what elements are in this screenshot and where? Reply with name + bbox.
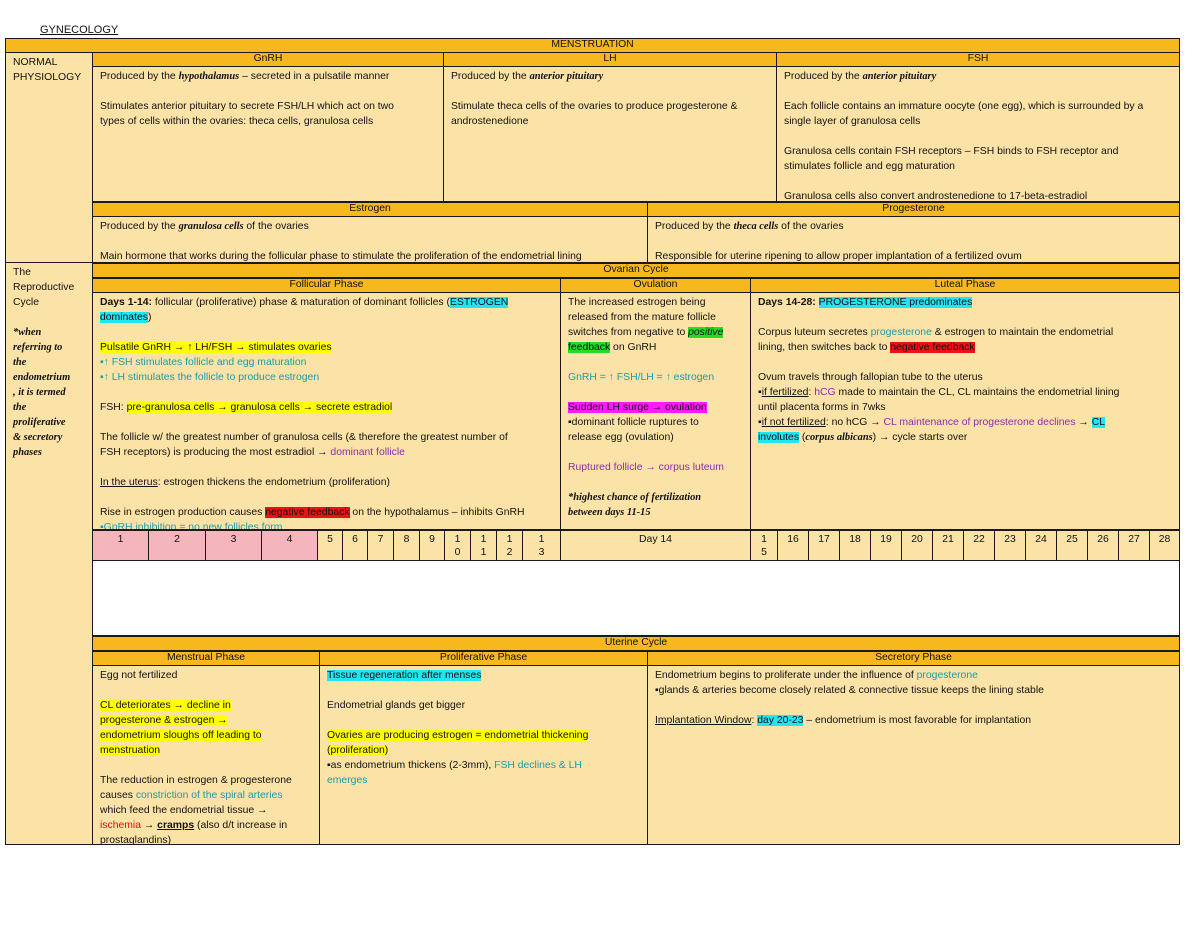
ovulation-line: feedback on GnRH [568,342,657,353]
day-cell: 19 [870,530,902,561]
follicular-line: In the uterus: estrogen thickens the endometrium (proliferation) [100,477,390,488]
gnrh-cell [92,66,444,202]
luteal-line: Ovum travels through fallopian tube to the uterus [758,372,983,383]
cycle-note-line: referring to [13,342,63,353]
reproductive-cycle-cell [5,262,93,845]
day-cell: 9 [419,530,445,561]
normal-physiology-cell [5,52,93,263]
day-cell: 5 [317,530,343,561]
progesterone-line: Responsible for uterine ripening to allow proper implantation of a fertilized ovum [655,251,1022,262]
follicular-line: Rise in estrogen production causes negative feedback on the hypothalamus – inhibits GnRH [100,507,525,518]
secretory-phase-cell [647,665,1180,845]
side-label-line: PHYSIOLOGY [13,72,82,83]
follicular-line: Pulsatile GnRH → ↑ LH/FSH → stimulates ovaries [100,342,332,353]
day-cell: 6 [342,530,368,561]
follicular-phase-cell [92,292,561,530]
day-cell: 7 [367,530,394,561]
fsh-header: FSH [776,52,1180,67]
day-cell: 24 [1025,530,1057,561]
day-cell: 27 [1118,530,1150,561]
day-cell: 17 [808,530,840,561]
cycle-note-line: , it is termed [13,387,66,398]
luteal-line: ▪if not fertilized: no hCG → CL maintenance of progesterone declines → CL [758,417,1105,428]
gnrh-line: Produced by the hypothalamus – secreted in a pulsatile manner [100,71,390,82]
lh-line: Stimulate theca cells of the ovaries to produce progesterone & [451,101,738,112]
proliferative-line: ▪as endometrium thickens (2-3mm), FSH declines & LH [327,760,582,771]
cycle-title-line: Reproductive [13,282,75,293]
luteal-line: Corpus luteum secretes progesterone & estrogen to maintain the endometrial [758,327,1114,338]
day-cell: 3 [205,530,262,561]
day-cell: 1 2 [496,530,523,561]
proliferative-line: (proliferation) [327,745,389,756]
cycle-title-line: Cycle [13,297,39,308]
progesterone-line: Produced by the theca cells of the ovaries [655,221,844,232]
proliferative-line: Tissue regeneration after menses [327,670,482,681]
cycle-note-line: proliferative [13,417,66,428]
menstrual-line: CL deteriorates → decline in [100,700,231,711]
cycle-note-line: the [13,402,27,413]
secretory-line: Implantation Window: day 20-23 – endometrium is most favorable for implantation [655,715,1031,726]
menstruation-header: MENSTRUATION [5,38,1180,53]
fsh-line: Granulosa cells contain FSH receptors – FSH binds to FSH receptor and [784,146,1119,157]
follicular-line: Days 1-14: follicular (proliferative) phase & maturation of dominant follicles (ESTROGEN [100,297,509,308]
cycle-note-line: phases [13,447,42,458]
day-cell: 4 [261,530,318,561]
luteal-line: ▪if fertilized: hCG made to maintain the CL, CL maintains the endometrial lining [758,387,1120,398]
proliferative-line: Endometrial glands get bigger [327,700,466,711]
day-cell: 8 [393,530,420,561]
day-cell: 26 [1087,530,1119,561]
follicular-line: FSH receptors) is producing the most estradiol → dominant follicle [100,447,405,458]
luteal-line: Days 14-28: PROGESTERONE predominates [758,297,973,308]
gnrh-line: Stimulates anterior pituitary to secrete FSH/LH which act on two [100,101,394,112]
day-cell: 25 [1056,530,1088,561]
ovarian-cycle-header: Ovarian Cycle [92,263,1180,278]
fsh-line: single layer of granulosa cells [784,116,921,127]
ovulation-line: between days 11-15 [568,507,651,518]
follicular-line: ▪↑ LH stimulates the follicle to produce estrogen [100,372,320,383]
menstrual-line: endometrium sloughs off leading to [100,730,262,741]
menstrual-line: progesterone & estrogen → [100,715,228,726]
follicular-line: dominates) [100,312,152,323]
day-cell: 2 [148,530,206,561]
menstrual-line: Egg not fertilized [100,670,178,681]
estrogen-line: Produced by the granulosa cells of the ovaries [100,221,309,232]
fsh-cell [776,66,1180,202]
ovulation-line: released from the mature follicle [568,312,716,323]
cycle-title-line: The [13,267,31,278]
ovulation-line: switches from negative to positive [568,327,724,338]
day-cell: 22 [963,530,995,561]
fsh-line: Each follicle contains an immature oocyte (one egg), which is surrounded by a [784,101,1144,112]
progesterone-cell [647,216,1180,263]
day-cell: 23 [994,530,1026,561]
menstrual-phase-cell [92,665,320,845]
menstrual-line: The reduction in estrogen & progesterone [100,775,292,786]
progesterone-header: Progesterone [647,202,1180,217]
day-cell: 1 1 [470,530,497,561]
follicular-line: ▪GnRH inhibition = no new follicles form [100,522,283,530]
menstrual-phase-header: Menstrual Phase [92,651,320,666]
ovulation-header: Ovulation [560,278,751,293]
fsh-line: stimulates follicle and egg maturation [784,161,955,172]
follicular-line: The follicle w/ the greatest number of granulosa cells (& therefore the greatest number of [100,432,508,443]
follicular-phase-header: Follicular Phase [92,278,561,293]
ovulation-line: *highest chance of fertilization [568,492,702,503]
estrogen-header: Estrogen [92,202,648,217]
fsh-line: Granulosa cells also convert androstenedione to 17-beta-estradiol [784,191,1088,202]
menstrual-line: ischemia → cramps (also d/t increase in [100,820,288,831]
menstrual-line: prostaglandins) [100,835,172,845]
follicular-line: FSH: pre-granulosa cells → granulosa cells → secrete estradiol [100,402,393,413]
day-cell: 1 3 [522,530,561,561]
luteal-line: until placenta forms in 7wks [758,402,886,413]
fsh-line: Produced by the anterior pituitary [784,71,937,82]
secretory-line: ▪glands & arteries become closely related & connective tissue keeps the lining stable [655,685,1044,696]
gnrh-header: GnRH [92,52,444,67]
luteal-line: involutes (corpus albicans) → cycle starts over [758,432,968,443]
lh-line: androstenedione [451,116,529,127]
day-cell: 1 5 [750,530,778,561]
estrogen-line: Main hormone that works during the follicular phase to stimulate the proliferation of the endometrial lining [100,251,582,262]
day-cell: 18 [839,530,871,561]
lh-header: LH [443,52,777,67]
day-cell: 1 [92,530,149,561]
proliferative-line: emerges [327,775,368,786]
luteal-phase-cell [750,292,1180,530]
luteal-line: lining, then switches back to negative feedback [758,342,975,353]
proliferative-phase-cell [319,665,648,845]
ovulation-line: GnRH = ↑ FSH/LH = ↑ estrogen [568,372,715,383]
day-cell-ovulation: Day 14 [560,530,751,561]
ovulation-cell [560,292,751,530]
ovulation-line: release egg (ovulation) [568,432,674,443]
day-cell: 20 [901,530,933,561]
luteal-phase-header: Luteal Phase [750,278,1180,293]
follicular-line: ▪↑ FSH stimulates follicle and egg maturation [100,357,307,368]
menstrual-line: causes constriction of the spiral arteries [100,790,283,801]
cycle-note-line: the [13,357,27,368]
gnrh-line: types of cells within the ovaries: theca cells, granulosa cells [100,116,374,127]
secretory-line: Endometrium begins to proliferate under the influence of progesterone [655,670,978,681]
blank-spacer-row [92,560,1180,636]
proliferative-phase-header: Proliferative Phase [319,651,648,666]
lh-line: Produced by the anterior pituitary [451,71,604,82]
ovulation-line: Ruptured follicle → corpus luteum [568,462,724,473]
day-cell: 28 [1149,530,1180,561]
ovulation-line: ▪dominant follicle ruptures to [568,417,699,428]
lh-cell [443,66,777,202]
proliferative-line: Ovaries are producing estrogen = endometrial thickening [327,730,589,741]
secretory-phase-header: Secretory Phase [647,651,1180,666]
cycle-note-line: & secretory [13,432,63,443]
estrogen-cell [92,216,648,263]
uterine-cycle-header: Uterine Cycle [92,636,1180,651]
side-label-line: NORMAL [13,57,58,68]
menstrual-line: which feed the endometrial tissue → [100,805,268,816]
cycle-note-line: endometrium [13,372,71,383]
ovulation-line: Sudden LH surge → ovulation [568,402,707,413]
day-cell: 16 [777,530,809,561]
day-cell: 1 0 [444,530,471,561]
menstrual-line: menstruation [100,745,161,756]
ovulation-line: The increased estrogen being [568,297,706,308]
day-cell: 21 [932,530,964,561]
cycle-note-line: *when [13,327,42,338]
document-title: GYNECOLOGY [40,24,119,36]
